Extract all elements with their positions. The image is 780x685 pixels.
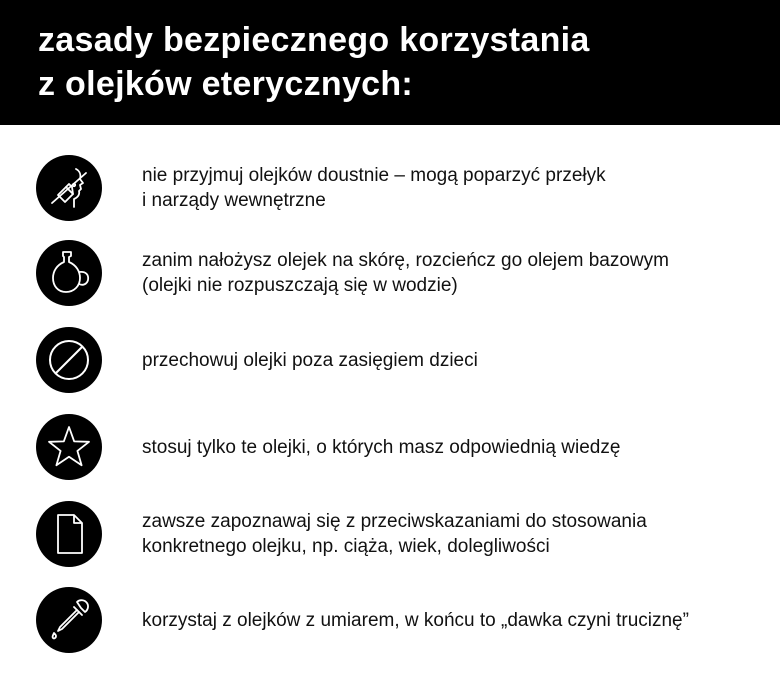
rule-item-contraindications [36,501,756,571]
rule-line-2: i narządy wewnętrzne [142,190,326,211]
rule-text [142,240,762,306]
rule-item-dilute [36,240,756,310]
page-title [38,18,758,106]
rule-item-children [36,327,756,397]
rule-item-oral [36,155,756,225]
title-line-2: z olejków eterycznych: [38,65,414,103]
oil-bottle-icon [36,240,102,306]
star-icon [36,414,102,480]
rule-item-knowledge [36,414,756,484]
rule-text [142,414,762,480]
rule-line-1: zanim nałożysz olejek na skórę, rozcieńcz go olejem bazowym [142,250,669,271]
rule-line-1: zawsze zapoznawaj się z przeciwskazaniami do stosowania [142,511,647,532]
rule-text [142,327,762,393]
title-line-1: zasady bezpiecznego korzystania [38,21,590,59]
rule-text [142,501,762,567]
rule-line-1: nie przyjmuj olejków doustnie – mogą poparzyć przełyk [142,165,606,186]
rule-line-1: korzystaj z olejków z umiarem, w końcu to „dawka czyni truciznę” [142,609,689,631]
rule-line-1: stosuj tylko te olejki, o których masz odpowiednią wiedzę [142,436,621,458]
rule-text [142,155,762,221]
document-icon [36,501,102,567]
rule-line-2: (olejki nie rozpuszczają się w wodzie) [142,275,458,296]
prohibited-icon [36,327,102,393]
rule-line-2: konkretnego olejku, np. ciąża, wiek, dolegliwości [142,536,550,557]
no-swallowing-icon [36,155,102,221]
header-banner [0,0,780,125]
rule-text [142,587,762,653]
rule-line-1: przechowuj olejki poza zasięgiem dzieci [142,349,478,371]
rule-item-moderation [36,587,756,657]
dropper-icon [36,587,102,653]
